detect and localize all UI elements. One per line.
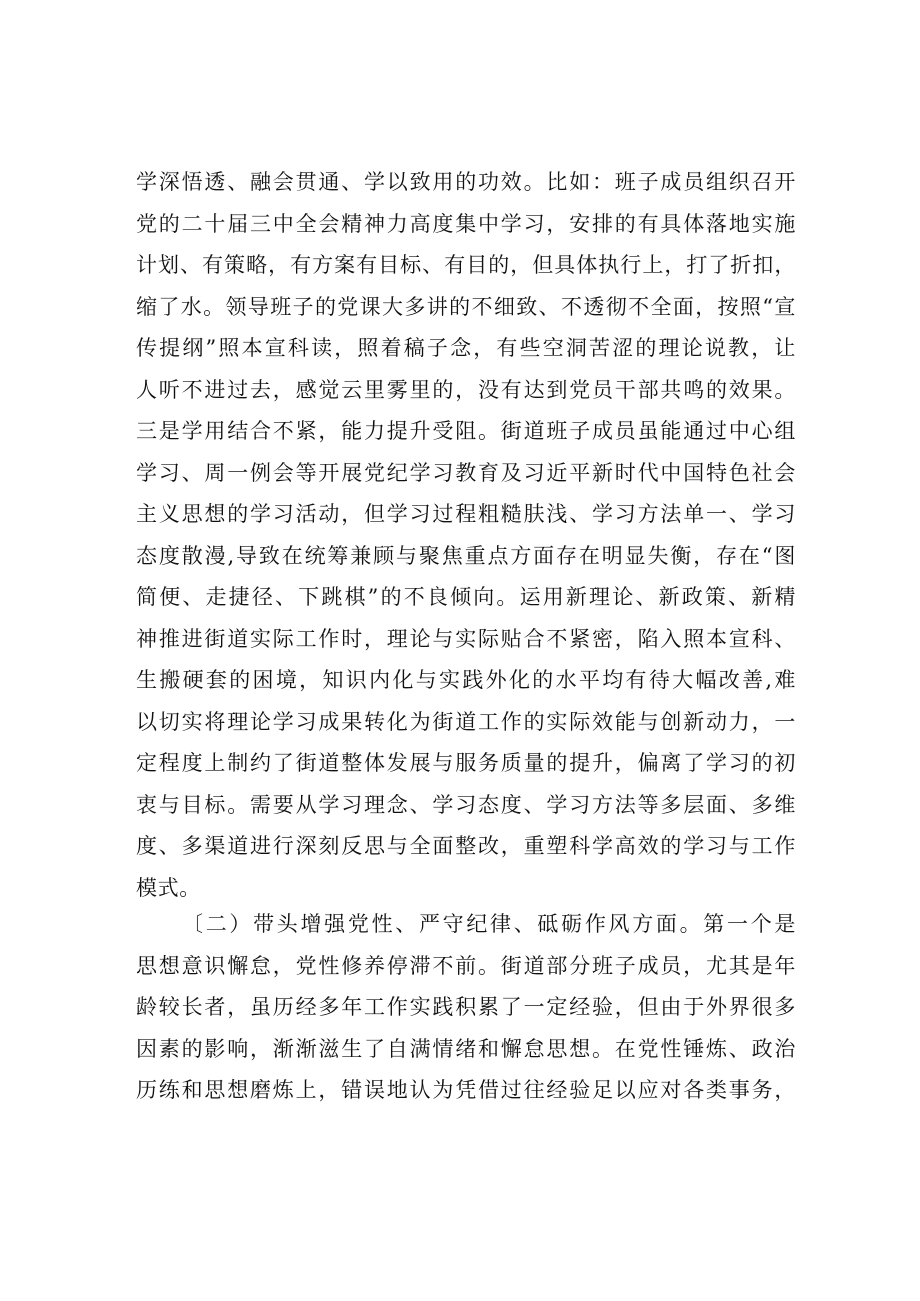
- paragraph-learning-issues: [136, 162, 796, 909]
- text-line: 简便、走捷径、下跳棋”的不良倾向。运用新理论、新政策、新精: [136, 585, 796, 609]
- text-line: 龄较长者，虽历经多年工作实践积累了一定经验，但由于外界很多: [136, 995, 796, 1019]
- text-line: 思想意识懈怠，党性修养停滞不前。街道部分班子成员，尤其是年: [136, 953, 796, 978]
- text-line: 定程度上制约了街道整体发展与服务质量的提升，偏离了学习的初: [136, 751, 796, 775]
- text-line: 三是学用结合不紧，能力提升受阻。街道班子成员虽能通过中心组: [136, 419, 796, 443]
- text-line-last: 模式。: [136, 875, 201, 900]
- text-line: 度、多渠道进行深刻反思与全面整改，重塑科学高效的学习与工作: [136, 834, 796, 858]
- text-line: 衷与目标。需要从学习理念、学习态度、学习方法等多层面、多维: [136, 792, 796, 817]
- text-line: 主义思想的学习活动，但学习过程粗糙肤浅、学习方法单一、学习: [136, 502, 796, 526]
- text-line: 因素的影响，渐渐滋生了自满情绪和懈怠思想。在党性锤炼、政治: [136, 1036, 796, 1061]
- text-line: 传提纲”照本宣科读，照着稿子念，有些空洞苦涩的理论说教，让: [136, 336, 796, 360]
- text-line: 学深悟透、融会贯通、学以致用的功效。比如：班子成员组织召开: [136, 170, 796, 194]
- paragraph-party-spirit: [136, 904, 796, 1112]
- text-line: 人听不进过去，感觉云里雾里的，没有达到党员干部共鸣的效果。: [136, 377, 796, 402]
- text-line: 党的二十届三中全会精神力高度集中学习，安排的有具体落地实施: [136, 211, 796, 236]
- text-line: 态度散漫,导致在统筹兼顾与聚焦重点方面存在明显失衡，存在“图: [136, 543, 796, 568]
- text-line: 缩了水。领导班子的党课大多讲的不细致、不透彻不全面，按照“宣: [136, 294, 796, 319]
- text-line: 以切实将理论学习成果转化为街道工作的实际效能与创新动力，一: [136, 709, 796, 734]
- text-line: 生搬硬套的困境，知识内化与实践外化的水平均有待大幅改善,难: [136, 668, 796, 692]
- text-line: 历练和思想磨炼上，错误地认为凭借过往经验足以应对各类事务，: [136, 1078, 796, 1102]
- section-heading-line: 〔二）带头增强党性、严守纪律、砥砺作风方面。第一个是: [182, 912, 796, 936]
- text-line: 计划、有策略，有方案有目标、有目的，但具体执行上，打了折扣，: [136, 253, 796, 277]
- text-line: 学习、周一例会等开展党纪学习教育及习近平新时代中国特色社会: [136, 460, 796, 485]
- text-line: 神推进街道实际工作时，理论与实际贴合不紧密，陷入照本宣科、: [136, 626, 796, 651]
